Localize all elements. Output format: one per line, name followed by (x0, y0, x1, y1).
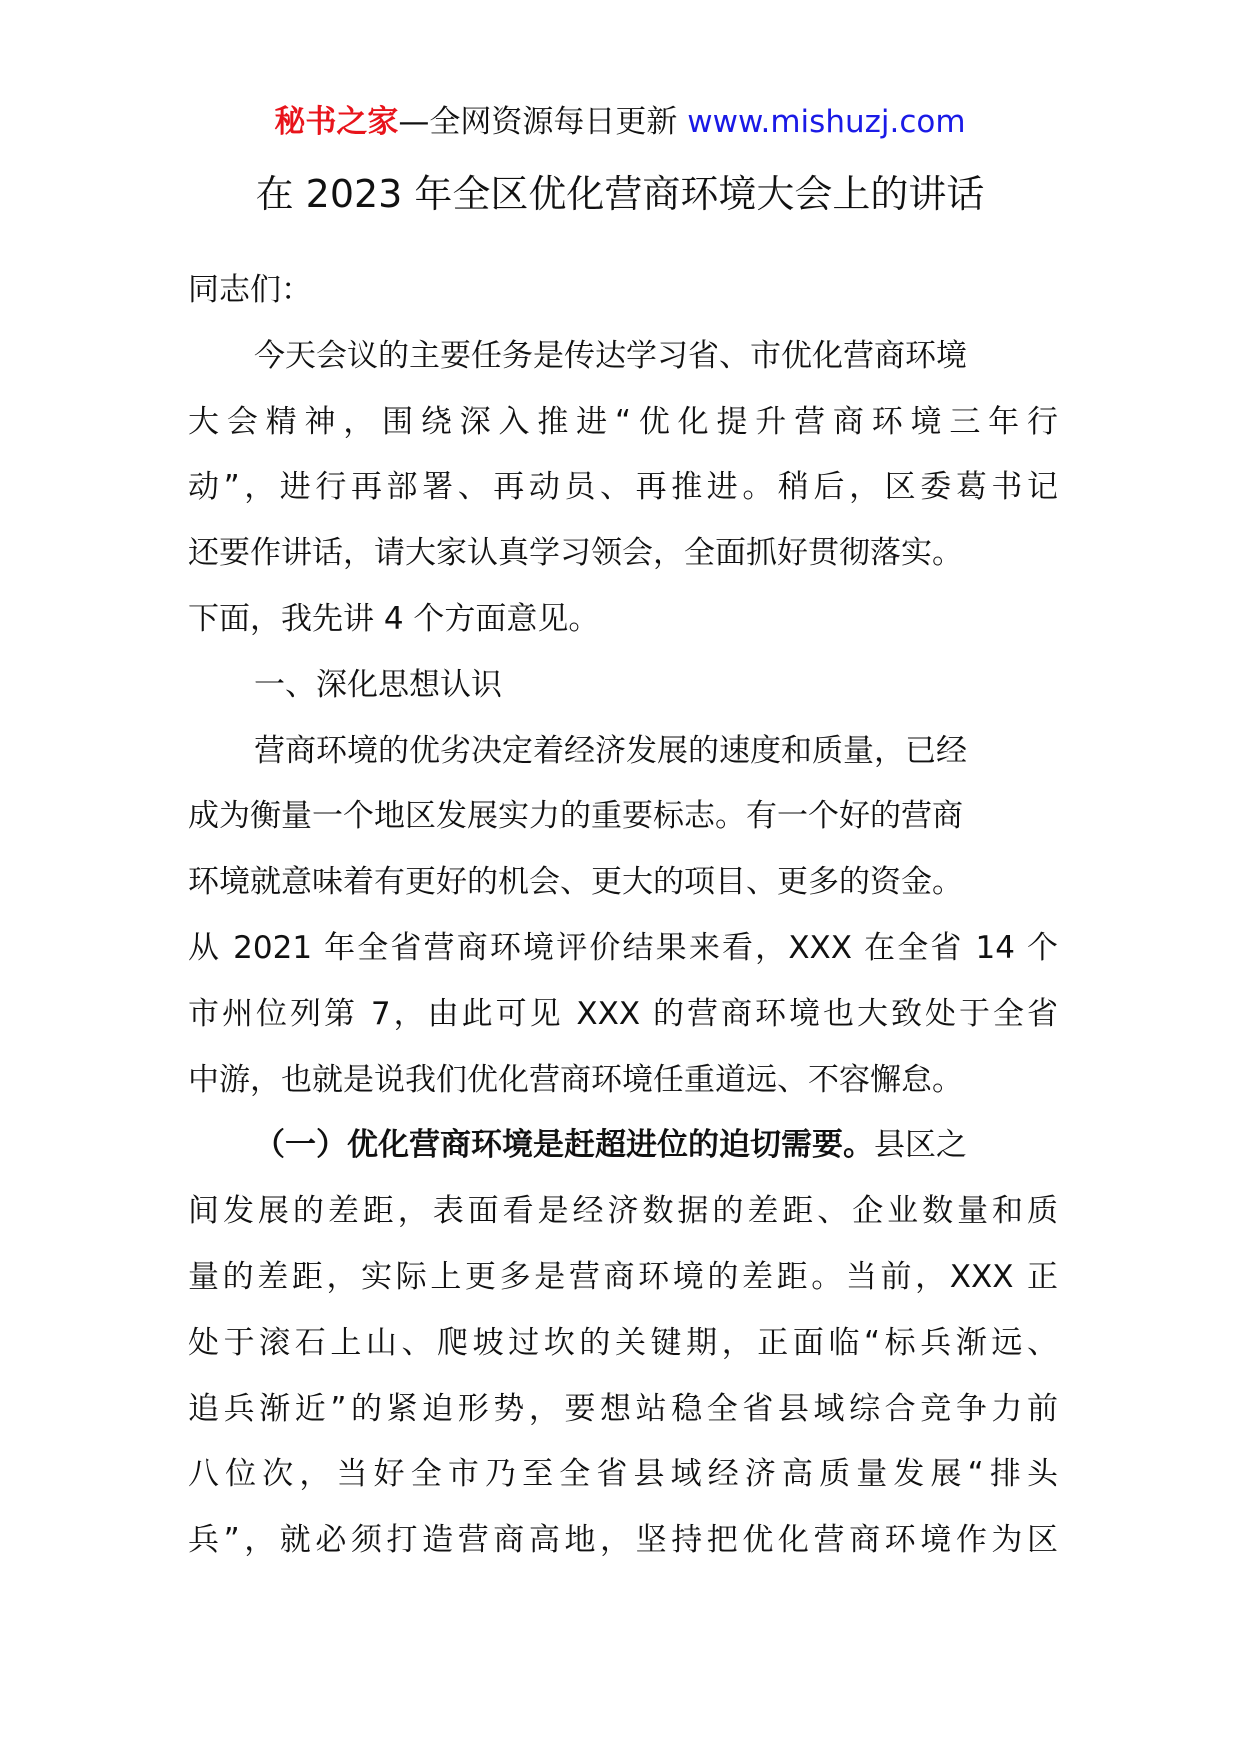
paragraph-line: 间发展的差距，表面看是经济数据的差距、企业数量和质 (188, 1193, 1058, 1230)
section-heading: 一、深化思想认识 (254, 666, 502, 703)
paragraph-line: 八位次，当好全市乃至全省县域经济高质量发展“排头 (188, 1456, 1058, 1493)
document-title: 在 2023 年全区优化营商环境大会上的讲话 (255, 172, 985, 216)
document-body (188, 258, 1058, 1574)
paragraph-line: 市州位列第 7，由此可见 XXX 的营商环境也大致处于全省 (188, 995, 1058, 1032)
site-url[interactable]: www.mishuzj.com (687, 104, 966, 140)
paragraph-line: 追兵渐近”的紧迫形势，要想站稳全省县域综合竞争力前 (188, 1390, 1058, 1427)
paragraph-line: 量的差距，实际上更多是营商环境的差距。当前，XXX 正 (188, 1258, 1058, 1295)
paragraph-line: 动”，进行再部署、再动员、再推进。稍后，区委葛书记 (188, 469, 1058, 506)
paragraph-line: 大会精神，围绕深入推进“优化提升营商环境三年行 (188, 403, 1058, 440)
paragraph-line: 成为衡量一个地区发展实力的重要标志。有一个好的营商 (188, 798, 963, 835)
subsection-heading: （一）优化营商环境是赶超进位的迫切需要。 (254, 1127, 874, 1164)
banner-slogan: —全网资源每日更新 (398, 104, 678, 140)
site-banner (0, 100, 1240, 144)
paragraph-line: 处于滚石上山、爬坡过坎的关键期，正面临“标兵渐远、 (188, 1324, 1058, 1361)
subsection-line (188, 1113, 1058, 1179)
paragraph-line: 营商环境的优劣决定着经济发展的速度和质量，已经 (254, 732, 967, 769)
paragraph-line: 环境就意味着有更好的机会、更大的项目、更多的资金。 (188, 864, 963, 901)
brand-name: 秘书之家 (274, 104, 399, 140)
salutation: 同志们： (188, 272, 312, 308)
paragraph-line: 从 2021 年全省营商环境评价结果来看，XXX 在全省 14 个 (188, 929, 1058, 966)
paragraph-line: 还要作讲话，请大家认真学习领会，全面抓好贯彻落实。 (188, 535, 963, 572)
subsection-lead-text: 县区之 (874, 1127, 967, 1164)
paragraph-line: 兵”，就必须打造营商高地，坚持把优化营商环境作为区 (188, 1522, 1058, 1559)
paragraph-line: 今天会议的主要任务是传达学习省、市优化营商环境 (254, 337, 967, 374)
paragraph-line: 中游，也就是说我们优化营商环境任重道远、不容懈怠。 (188, 1061, 963, 1098)
paragraph-line: 下面，我先讲 4 个方面意见。 (188, 600, 600, 637)
